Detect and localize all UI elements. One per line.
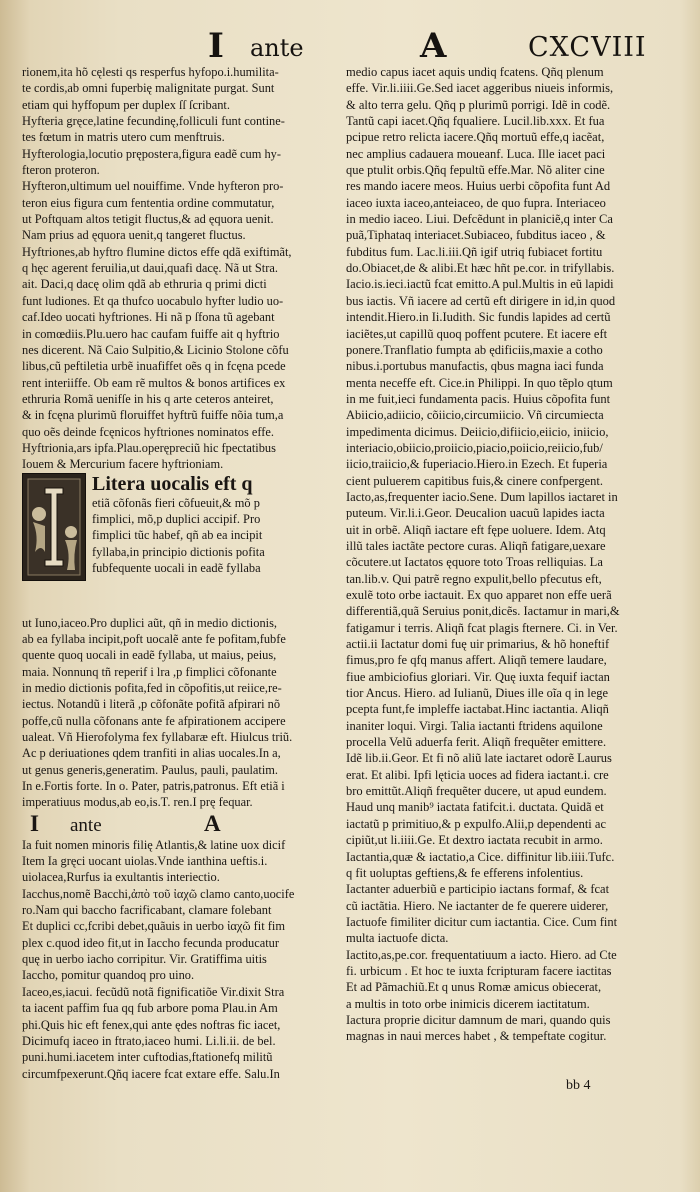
text-line: a multis in toto orbe inimicis dicerem iactitatum. [346, 996, 590, 1011]
text-line: Iouem & Mercurium facere hyftrioniam. [22, 457, 224, 472]
text-line: circumfpexerunt.Qñq iacere fcat extare effe. Salu.In [22, 1066, 280, 1081]
text-line: libus,cũ peftiletia urbẽ inuafiffet oẽs q in fcęna pcede [22, 359, 286, 374]
text-line: in me fuit,ieci fundamenta pacis. Huius cõpofita funt [346, 391, 611, 406]
section-subheader [22, 811, 318, 837]
text-line: funt ludiones. Et qa thufco uocabulo hyfter ludio uo- [22, 293, 284, 308]
text-line: Iactantia,quæ & iactatio,a Cice. diffinitur lib.iiii.Tufc. [346, 849, 615, 864]
text-line: Haud unq manib⁹ iactata fatifcit.i. ductata. Quidã et [346, 800, 604, 815]
text-line: Iactanter aduerbiũ e participio iactans formaf, & fcat [346, 882, 610, 897]
text-line: te cordis,ab omni fuperbię malignitate purgat. Sunt [22, 81, 275, 96]
text-line: menta neceffe eft. Cice.in Philippi. In quo tẽplo qtum [346, 375, 613, 390]
text-line: q hęc agerent feruilia,ut daui,quafi dacę. Nã ut Stra. [22, 261, 278, 276]
text-line: in medio dictionis pofita,fed in cõpofitis,ut reiice,re- [22, 680, 282, 695]
text-line: do.Obiacet,de & alibi.Et hæc hñt pe.cor. in trifyllabis. [346, 261, 615, 276]
text-line: ait. Daci,q dacę olim qdã ab ethruria q primi dicti [22, 277, 267, 292]
text-line: Idẽ lib.ii.Geor. Et fi nõ aliũ late iactaret odorẽ Laurus [346, 751, 612, 766]
text-line: ro.Nam qui baccho facrificabant, clamare folebant [22, 903, 272, 918]
text-line: fteron proteron. [22, 163, 100, 178]
text-line: fi. urbicum . Et hoc te iuxta fcripturam facere iactitas [346, 963, 612, 978]
text-line: ponere.Tranflatio fumpta ab ędificiis,maxie a cotho [346, 342, 603, 357]
text-line: cient puluerem capitibus fuis,& cinere confpergent. [346, 473, 603, 488]
text-line: plex c.quod ideo fit,ut in Iaccho fecunda producatur [22, 935, 280, 950]
text-line: differentiã,quã Seruius ponit,dicẽs. Iactamur in mari,& [346, 604, 620, 619]
text-line: iicio,traiicio,& fuperiacio.Hiero.in Ezech. Et fuperia [346, 457, 608, 472]
text-line: magnas in naui merces habet , & tempeftate cogitur. [346, 1029, 607, 1044]
text-line: iaceo iuxta iaceo,anteiaceo, de quo fupra. Interiaceo [346, 195, 606, 210]
text-line: ethruria Romã uenifſe in his q arte ceteros anteiret, [22, 391, 274, 406]
text-line: fyllaba,in principio dictionis pofita [92, 544, 265, 559]
text-line: quę in uerbo iacho corripitur. Vir. Gratiffima uitis [22, 952, 267, 967]
text-line: Item Ia gręci uocant uiolas.Vnde ianthina ueftis.i. [22, 854, 268, 869]
text-line: res mando iacere meos. Huius uerbi cõpofita funt Ad [346, 179, 611, 194]
left-column-letter-i-text [22, 615, 318, 811]
text-line: fimplici tũc habef, qñ ab ea incipit [92, 528, 263, 543]
text-line: Hyfterologia,locutio pręposteгa,figura eadẽ cum hy- [22, 146, 281, 161]
signature-mark: bb 4 [566, 1078, 591, 1093]
text-line: tior Ancus. Hiero. ad Iulianũ, Diues ille oĩa q in lege [346, 686, 609, 701]
text-line: Ia fuit nomen minoris filię Atlantis,& latine uox dicif [22, 837, 286, 852]
text-line: erat. Et alibi. Ipfi lęticia uoces ad fidera iactant.i. cre [346, 767, 609, 782]
text-line: bus iactis. Vñ iacere ad certũ eft dirigere in id,in quod [346, 293, 616, 308]
text-line: fimplici, mõ,p duplici accipif. Pro [92, 511, 261, 526]
text-line: iactatũ p primitiuo,& p expulfo.Alii,p dependenti ac [346, 816, 607, 831]
folio-number: CXCVIII [528, 32, 647, 63]
text-line: Hyftrionia,ars ipfa.Plau.operępreciũ hic fpectatibus [22, 440, 276, 455]
letter-i-heading-lines [92, 473, 318, 577]
text-line: caf.Ideo uocati hyftriones. Hi nã p ſfona tũ agebant [22, 310, 275, 325]
text-line: Iaceo,es,iacui. fecũdũ notã fignificatiõe Vir.dixit Stra [22, 984, 285, 999]
text-line: Abiicio,adiicio, cõiicio,circumiicio. Vñ circumiecta [346, 408, 604, 423]
text-line: Iacchus,nomẽ Bacchi,ἀπὸ τοῦ ἰαχῶ clamo canto,uocife [22, 886, 295, 901]
text-line: Iacio.is.ieci.iactũ fcat emitto.A pul.Multis in eũ lapidi [346, 277, 614, 292]
right-column [346, 64, 638, 1045]
text-line: que ptulit orbis.Qñq fepultũ effe.Mar. Nõ aliter cine [346, 163, 605, 178]
text-line: intendit.Hiero.in Ii.Iudith. Sic fundis lapides ad certũ [346, 310, 611, 325]
subheader-word: ante [70, 814, 102, 836]
letter-i-heading: Litera uocalis eft q [92, 472, 253, 495]
text-line: inaniter loqui. Virgi. Talia iactanti ftridens aquilone [346, 718, 603, 733]
subheader-letter-right: A [204, 810, 221, 836]
text-line: actii.ii Iactatur domi fuę uir primarius, & hõ honeftif [346, 637, 610, 652]
header-letter-right: A [420, 26, 447, 66]
text-line: Hyftriones,ab hyftro flumine dictos effe qdã exiftimãt, [22, 244, 292, 259]
text-line: q fit uoluptas geftiens,& fe efferens infolentius. [346, 865, 584, 880]
text-line: puni.humi.iacetem inter cuftodias,ftationefq militũ [22, 1050, 273, 1065]
decorated-initial [22, 473, 86, 581]
text-line: Iactito,as,pe.cor. frequentatiuum a iacto. Hiero. ad Cte [346, 947, 617, 962]
text-line: in medio iaceo. Liui. Defcẽdunt in planiciẽ,q inter Ca [346, 212, 613, 227]
text-line: rionem,ita hõ cęlesti qs resperfus hyfopo.i.humilita- [22, 65, 279, 79]
text-line: & alto terra gelu. Qñq p plurimũ porrigi. Idẽ in codẽ. [346, 97, 611, 112]
text-line: iectus. Notandũ i literã ,p cõfonãte pofitã afpirari nõ [22, 697, 281, 712]
text-line: phi.Quis hic eft fenex,qui ante ędes noftras fic iacet, [22, 1017, 281, 1032]
text-line: Iaccho, pomitur quandoq pro uino. [22, 968, 195, 983]
text-line: puã,Tiphataq interiacet.Subiaceo, fubditus iaceo , & [346, 228, 606, 243]
text-line: Iactura proprie dicitur damnum de mari, quando quis [346, 1012, 611, 1027]
header-letter-left: I [208, 26, 224, 66]
text-line: imperatiuus modus,ab eo,is.T. ren.I prę fequar. [22, 795, 253, 810]
text-line: nec amplius cadauera moueanf. Luca. Ille iacet paci [346, 146, 606, 161]
text-line: uiolacea,Rurfus ia exultantis interiectio. [22, 870, 220, 885]
subheader-letter-left: I [30, 810, 39, 836]
text-line: pcipue retro relicta iacere.Qñq mortuũ effe,q iacẽat, [346, 130, 605, 145]
left-column [22, 64, 318, 1082]
text-line: bro emittũt.Aliqñ frequẽter ducere, ut apud eundem. [346, 784, 607, 799]
text-line: Et duplici cc,fcribi debet,quãuis in uerbo ἰαχῶ fit fim [22, 919, 285, 934]
text-line: cipiũt,ut li.iiii.Ge. Et dextro iactata recubit in armo. [346, 833, 603, 848]
text-line: multa iactuofe dicta. [346, 931, 449, 946]
text-line: medio capus iacet aquis undiq fcatens. Qñq plenum [346, 65, 604, 79]
text-line: ut Iuno,iaceo.Pro duplici aũt, qñ in medio dictionis, [22, 615, 278, 630]
text-line: Nam prius ad ęquora uenit,q tangeret fluctus. [22, 228, 246, 243]
text-line: ut genus generis,generatim. Paulus, pauli, paulatim. [22, 762, 279, 777]
text-line: puteum. Vir.li.i.Geor. Deucalion uacuũ lapides iacta [346, 506, 605, 521]
text-line: iaciẽtes,ut capillũ quoq poffent pcutere. Et iacere eft [346, 326, 608, 341]
text-line: uit in orbẽ. Aliqñ iactare eft fępe uoluere. Idem. Atq [346, 522, 606, 537]
text-line: illũ tales iactãte pectore curas. Aliqñ fatigare,uexare [346, 538, 606, 553]
text-line: ualeat. Vñ Hierofolyma fex fyllabaræ eft. Hiulcus triũ. [22, 730, 293, 744]
left-column-ia-entries [22, 837, 318, 1082]
text-line: In e.Fortis forte. In o. Pater, patris,patronus. Eft etiã i [22, 779, 285, 794]
text-line: Iactuofe fimiliter dicitur cum iactantia. Cice. Cum fint [346, 914, 618, 929]
text-line: impedimenta dicimus. Deiicio,difiicio,eiicio, iniicio, [346, 424, 609, 439]
text-line: cõcutere.ut Iactatos ęquore toto Troas relliquias. La [346, 555, 603, 570]
text-line: Iacto,as,frequenter iacio.Sene. Dum lapillos iactaret in [346, 489, 618, 504]
text-line: tes fœtum in matris utero cum menftruis. [22, 130, 225, 145]
text-line: ab ea fyllaba incipit,poft uocalẽ ante fe pofitam,fubfe [22, 631, 286, 646]
text-line: ut Poftquam altos tetigit fluctus,& ad ęquora uenit. [22, 212, 274, 227]
text-line: effe. Vir.li.iiii.Ge.Sed iacet aggeribus niueis informis, [346, 81, 614, 96]
text-line: poffe,cũ nulla cõfonans ante fe afpirationem accipere [22, 713, 286, 728]
left-column-top-entries [22, 64, 318, 473]
text-line: fiue ambiciofius gloriari. Vir. Quę iuxta fequif iactan [346, 669, 610, 684]
text-line: procella Velũ aduerfa ferit. Aliqñ frequẽter emittere. [346, 735, 607, 750]
text-line: pcepta funt,fe impleffe iactabat.Hinc iactantia. Aliqñ [346, 702, 609, 717]
text-line: nes dicerent. Nã Caio Sulpitio,& Licinio Stolone cõfu [22, 342, 289, 357]
text-line: cũ iactãtia. Hiero. Ne iactanter de fe querere uiderer, [346, 898, 609, 913]
text-line: fubfequente uocali in eadẽ fyllaba [92, 560, 261, 575]
letter-i-section [22, 473, 318, 615]
text-line: Dicimufq iaceo in ftrato,iaceo humi. Li.li.ii. de bel. [22, 1033, 276, 1048]
text-line: exulẽ toto orbe iactauit. Ex quo apparet non effe uerã [346, 588, 612, 602]
text-line: maia. Nonnunq tñ reperif i lra ,p fimplici cõfonante [22, 664, 277, 679]
text-line: Et ad Pãmachiũ.Et q unus Romæ amicus obiecerat, [346, 980, 602, 995]
header-word: ante [250, 34, 304, 62]
text-line: in comœdiis.Plu.uero hac caufam fuiffe ait q hyftrio [22, 326, 280, 341]
text-line: Ac p deriuationes qdem tranfiti in alias uocales.In a, [22, 746, 281, 761]
text-line: tan.lib.v. Qui patrẽ regno expulit,bello pfecutus eft, [346, 571, 602, 586]
text-line: ta iacent paffim fua qq fub arbore poma Plau.in Am [22, 1001, 278, 1016]
text-line: Hyfteria gręce,latine fecundinę,folliculi funt contine- [22, 114, 285, 129]
text-line: quo oẽs deinde fcęnicos hyftriones nominatos effe. [22, 424, 274, 439]
running-header [0, 22, 700, 68]
text-line: Tantũ capi iacet.Qñq fqualiere. Lucil.lib.xxx. Et fua [346, 114, 605, 129]
text-line: nibus.i.portubus manufactis, qbus magna iaci funda [346, 359, 604, 374]
initial-letter-i-icon [23, 474, 85, 580]
text-line: rent interiiffe. Ob eam rẽ multos & bonos artifices ex [22, 375, 286, 390]
text-line: & in fcęna plurimũ floruiffet hyftrũ fuiffe nõia tum,a [22, 408, 284, 423]
text-line: fimus,pro fe qfq manus affert. Aliqñ temere laudare, [346, 653, 607, 668]
text-line: quente quoq uocali in eadẽ fyllaba, ut maius, peius, [22, 648, 277, 663]
text-line: fatigamur i terris. Aliqñ fcat plagis fternere. Ci. in Ver. [346, 620, 618, 635]
text-line: teron eius figura cum fententia ordine commutatur, [22, 195, 275, 210]
text-line: Hyfteron,ultimum uel nouiffime. Vnde hyfteron pro- [22, 179, 284, 194]
text-line: fubditus fum. Lac.li.iii.Qñ igif utriq fubiacet fortitu [346, 244, 603, 259]
text-line: interiacio,obiicio,proiicio,piacio,poiicio,reiicio,fub/ [346, 440, 603, 455]
text-line: etiam qui hyffopum per duplex ſſ ſcribant. [22, 97, 230, 112]
text-line: etiã cõfonãs fieri cõfueuit,& mõ p [92, 495, 260, 510]
